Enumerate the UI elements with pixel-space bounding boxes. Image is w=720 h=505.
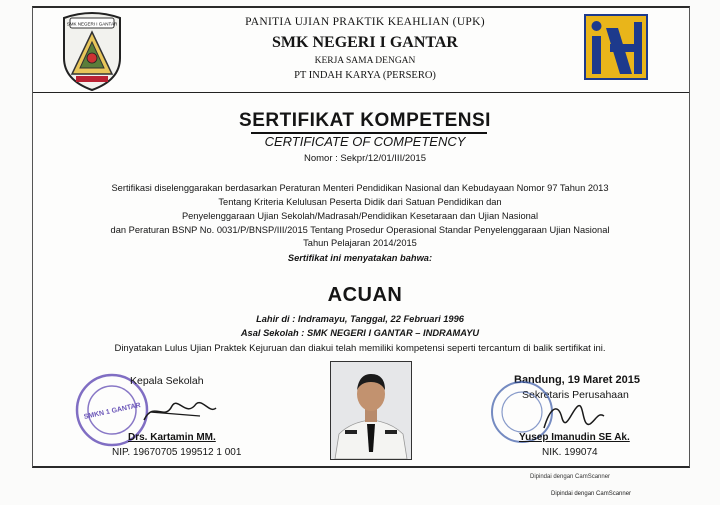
- school-logo-text: SMK NEGERI I GANTAR: [66, 21, 118, 27]
- body-line: Tentang Kriteria Kelulusan Peserta Didik dari Satuan Pendidikan dan: [218, 197, 502, 207]
- body-line: Sertifikasi diselenggarakan berdasarkan Peraturan Menteri Pendidikan Nasional dan Kebudayaan Nomor 97 Tahun 2013: [111, 183, 609, 193]
- body-line: dan Peraturan BSNP No. 0031/P/BNSP/III/2015 Tentang Prosedur Operasional Standar Penyelenggaraan Ujian Nasional: [110, 225, 610, 235]
- partner-name: PT INDAH KARYA (PERSERO): [294, 70, 436, 81]
- scanner-note: Dipindai dengan CamScanner: [530, 474, 611, 480]
- body-line: Penyelenggaraan Ujian Sekolah/Madrasah/Pendidikan Kesetaraan dan Ujian Nasional: [181, 211, 539, 221]
- certificate-title: SERTIFIKAT KOMPETENSI: [239, 110, 491, 131]
- certificate-number: Nomor : Sekpr/12/01/III/2015: [304, 153, 426, 164]
- school-name: SMK NEGERI I GANTAR: [272, 34, 458, 51]
- recipient-photo: [330, 361, 412, 460]
- secretary-role: Sekretaris Perusahaan: [522, 389, 629, 401]
- principal-role: Kepala Sekolah: [130, 375, 204, 387]
- school-logo: [58, 8, 126, 92]
- birth-info: Lahir di : Indramayu, Tanggal, 22 Februari 1996: [256, 314, 464, 324]
- certificate-subtitle: CERTIFICATE OF COMPETENCY: [264, 134, 466, 149]
- statement: Sertifikat ini menyatakan bahwa:: [287, 253, 433, 263]
- declaration: Dinyatakan Lulus Ujian Praktek Kejuruan dan diakui telah memiliki kompetensi seperti tercantum di balik sertifikat ini.: [114, 343, 606, 354]
- recipient-name: ACUAN: [327, 284, 403, 306]
- origin-school: Asal Sekolah : SMK NEGERI I GANTAR – INDRAMAYU: [240, 328, 480, 338]
- scanner-note: Dipindai dengan CamScanner: [551, 491, 632, 497]
- principal-name: Drs. Kartamin MM.: [128, 432, 216, 443]
- body-line: Tahun Pelajaran 2014/2015: [303, 238, 417, 248]
- cooperation-label: KERJA SAMA DENGAN: [314, 56, 416, 66]
- principal-signature: [140, 392, 220, 428]
- stamp-text: SMKN 1 GANTAR: [83, 402, 142, 421]
- secretary-name: Yusep Imanudin SE Ak.: [519, 432, 630, 443]
- header-divider: [33, 92, 689, 93]
- secretary-nik: NIK. 199074: [542, 447, 598, 458]
- principal-nip: NIP. 19670705 199512 1 001: [112, 447, 242, 458]
- signing-place-date: Bandung, 19 Maret 2015: [514, 374, 640, 386]
- partner-logo: [584, 14, 648, 80]
- committee-name: PANITIA UJIAN PRAKTIK KEAHLIAN (UPK): [245, 16, 485, 28]
